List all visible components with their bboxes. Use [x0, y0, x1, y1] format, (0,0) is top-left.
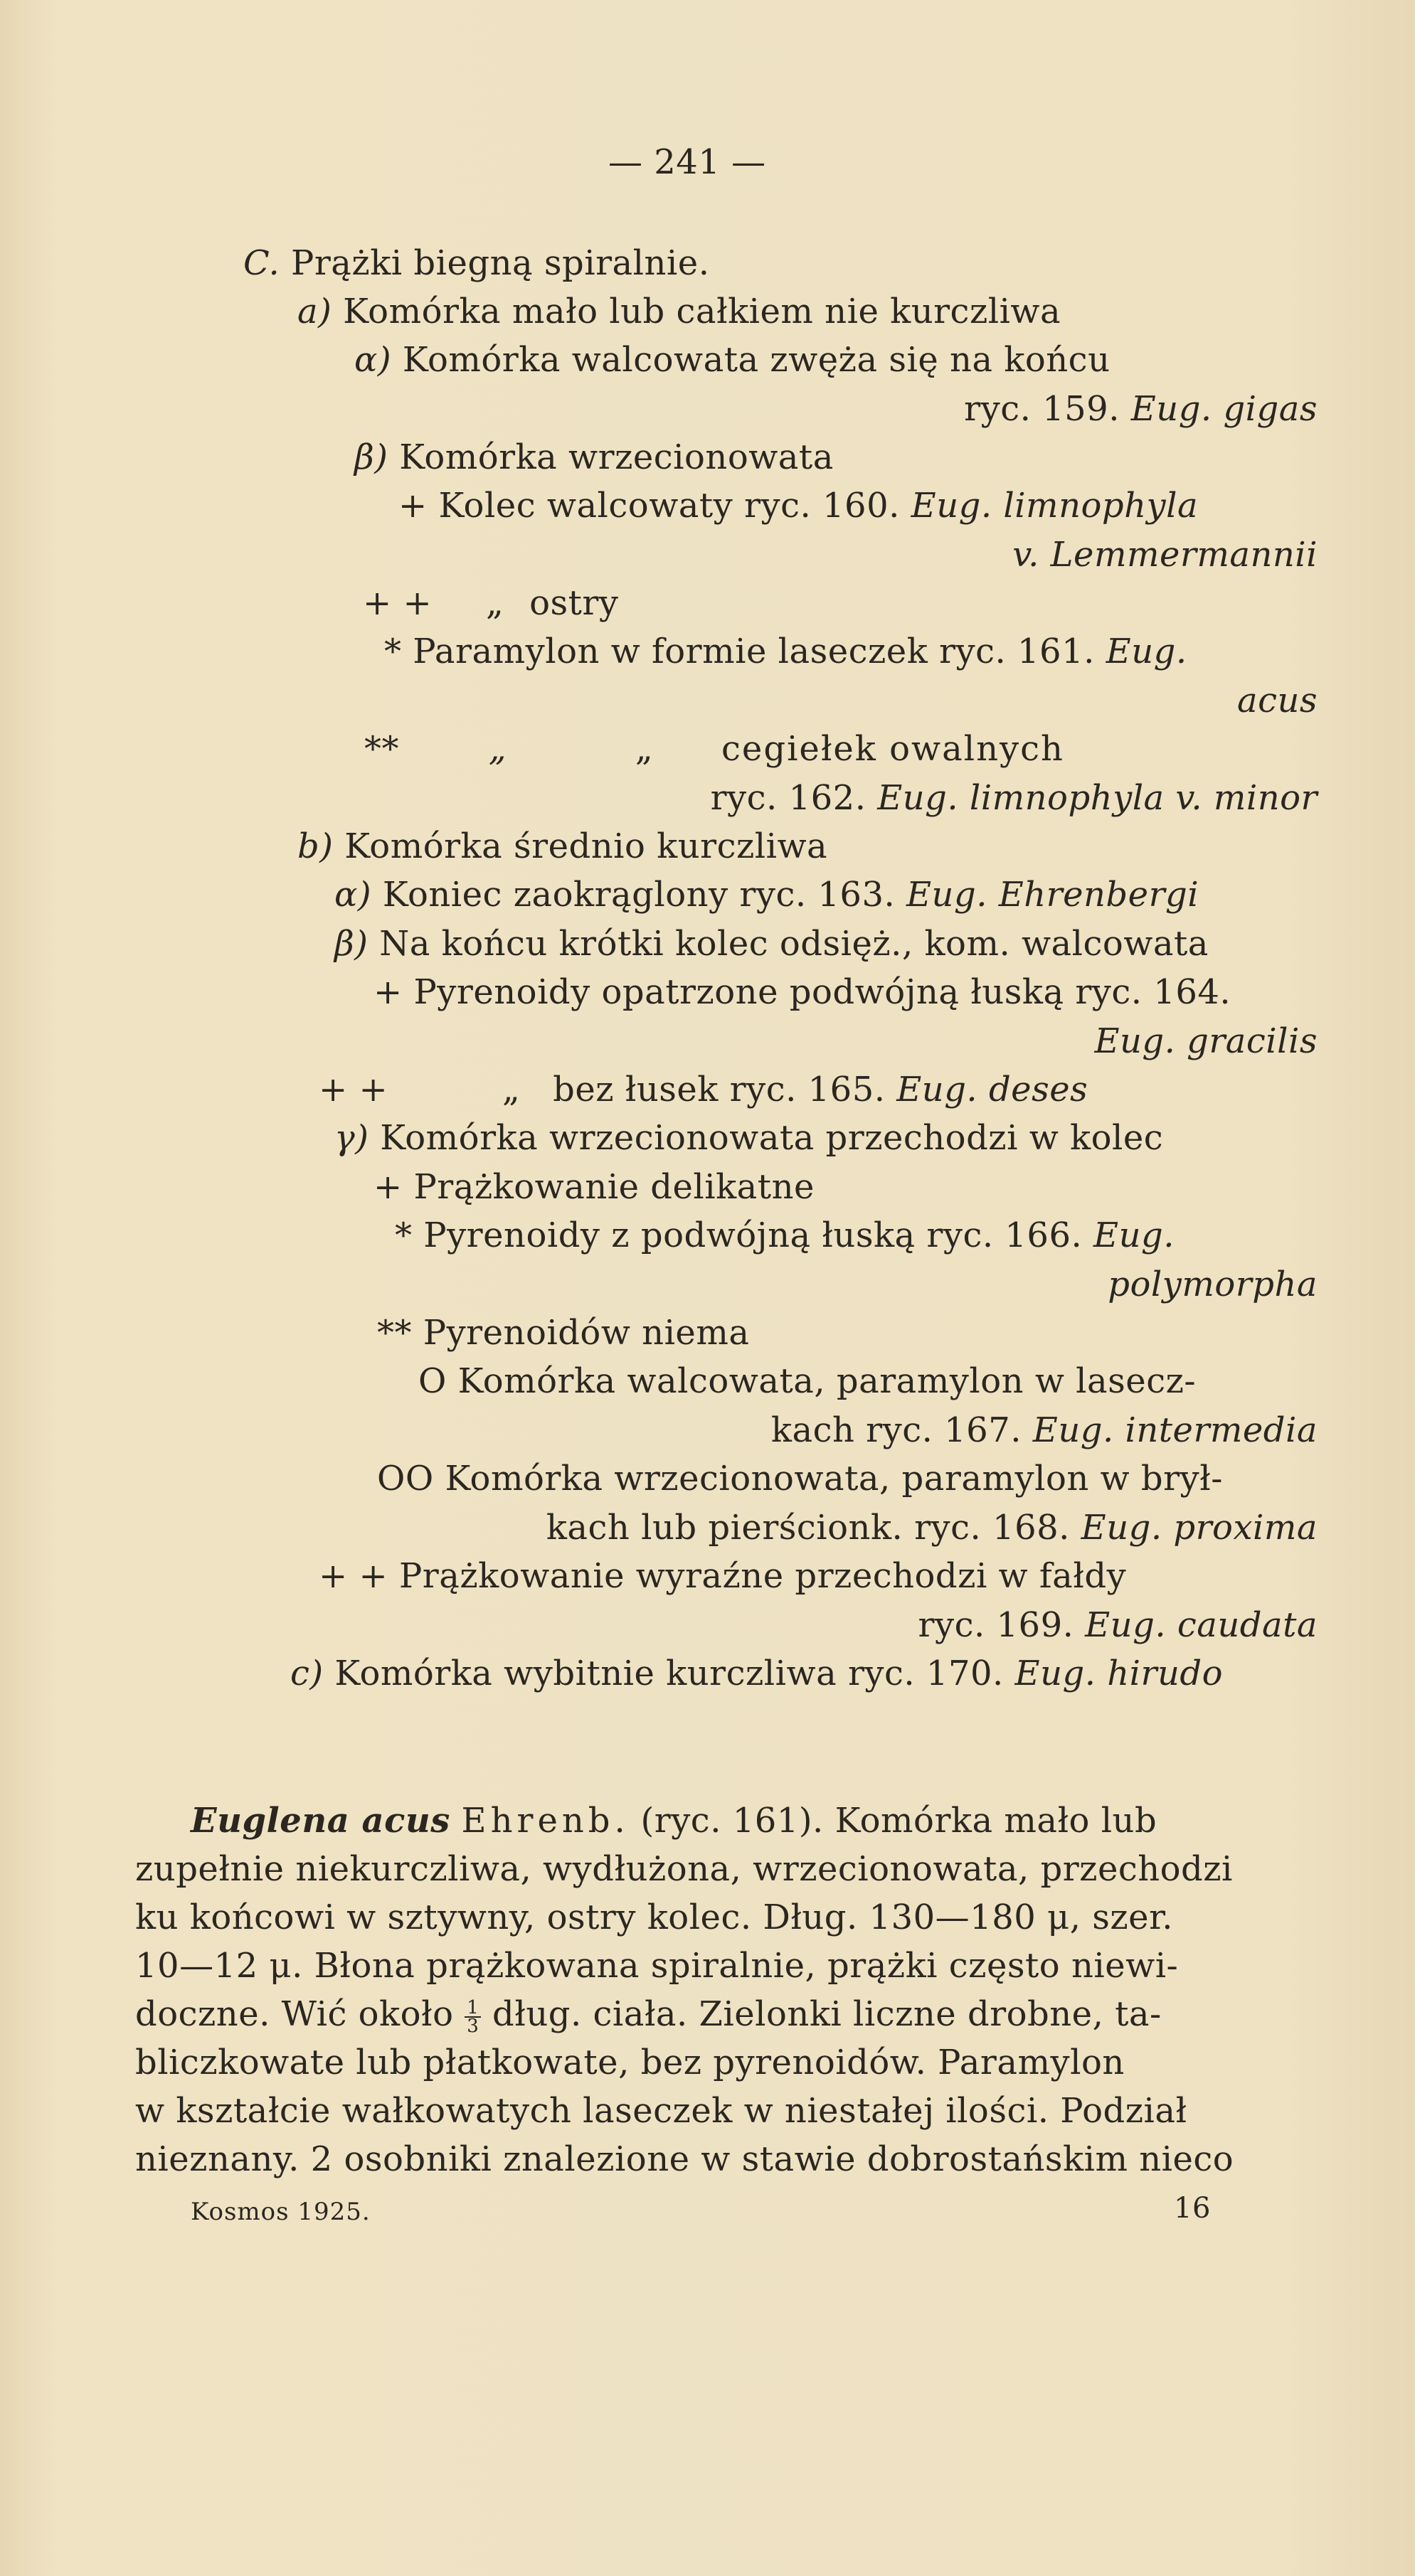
species-name: v. Lemmermannii	[1012, 535, 1318, 575]
description-line-4: 10—12 μ. Błona prążkowana spiralnie, prążki często niewi-	[135, 1946, 1179, 1986]
key-line-b-gamma-plus-star	[395, 1214, 1175, 1257]
key-line-b-o2-ref	[546, 1506, 1318, 1549]
key-line-b-o2	[377, 1457, 1223, 1500]
species-name: Eug. hirudo	[1014, 1654, 1223, 1693]
species-name: Eug. limnophyla v. minor	[877, 778, 1318, 818]
footer-journal: Kosmos 1925.	[191, 2198, 371, 2226]
key-line-b-alpha	[334, 873, 1199, 916]
key-label: a)	[297, 292, 332, 331]
fraction-numerator: 1	[465, 1999, 481, 2018]
species-title: Euglena acus	[191, 1801, 450, 1841]
key-label: β)	[354, 437, 388, 477]
fraction-denominator: 3	[467, 2015, 479, 2037]
key-label: **	[377, 1313, 412, 1353]
key-label: O	[418, 1361, 447, 1401]
key-text: bez łusek ryc. 165.	[553, 1070, 886, 1109]
key-ref: ryc. 162.	[710, 778, 867, 818]
key-label: + +	[319, 1070, 388, 1109]
description-text: doczne. Wić około	[135, 1994, 454, 2034]
key-text: Pyrenoidy z podwójną łuską ryc. 166.	[423, 1215, 1083, 1255]
description-line-1	[191, 1799, 1157, 1842]
key-text: Komórka mało lub całkiem nie kurczliwa	[343, 292, 1061, 331]
description-line-6: bliczkowate lub płatkowate, bez pyrenoidów. Paramylon	[135, 2043, 1125, 2082]
key-text: cegiełek owalnych	[721, 729, 1064, 769]
key-line-b-gamma-pp	[319, 1555, 1126, 1597]
key-text: Komórka wybitnie kurczliwa ryc. 170.	[334, 1654, 1004, 1693]
key-line-a-beta-pp	[363, 582, 619, 624]
key-label: **	[364, 729, 399, 769]
key-label: *	[395, 1215, 413, 1255]
species-name: Eug. deses	[896, 1070, 1088, 1109]
key-line-a-beta	[354, 436, 834, 479]
species-name: Eug. caudata	[1085, 1605, 1318, 1645]
key-text: Komórka walcowata, paramylon w lasecz-	[457, 1361, 1197, 1401]
key-line-c	[290, 1652, 1223, 1695]
key-text: Komórka wrzecionowata	[399, 437, 834, 477]
key-line-a-beta-pp-star	[384, 630, 1187, 673]
ditto-mark: „	[485, 583, 504, 623]
key-line-a-beta-plus	[398, 484, 1198, 527]
page-number: — 241 —	[608, 142, 766, 182]
key-line-b-beta	[334, 922, 1209, 965]
key-text: Prążkowanie wyraźne przechodzi w fałdy	[398, 1556, 1127, 1596]
key-label: α)	[334, 875, 372, 915]
key-ref: ryc. 159.	[964, 389, 1120, 429]
key-line-a	[297, 290, 1061, 333]
key-text: Prążkowanie delikatne	[413, 1167, 815, 1207]
species-name: Eug. Ehrenbergi	[906, 875, 1199, 915]
key-line-a-alpha	[354, 339, 1110, 381]
key-label: α)	[354, 340, 392, 380]
key-line-b-o1	[418, 1360, 1196, 1403]
ditto-mark: „	[488, 729, 507, 769]
description-line-8: nieznany. 2 osobniki znalezione w stawie dobrostańskim nieco	[135, 2139, 1234, 2179]
key-line-b	[297, 825, 827, 868]
fraction	[465, 1996, 481, 2037]
description-line-2: zupełnie niekurczliwa, wydłużona, wrzecionowata, przechodzi	[135, 1849, 1233, 1889]
description-line-5	[135, 1993, 1162, 2035]
key-text: Koniec zaokrąglony ryc. 163.	[382, 875, 896, 915]
species-name: Eug. intermedia	[1032, 1410, 1318, 1450]
key-label: + +	[319, 1556, 388, 1596]
key-line-b-gamma-plus-2star	[377, 1311, 749, 1354]
key-ref: kach ryc. 167.	[770, 1410, 1022, 1450]
key-label: b)	[297, 826, 334, 866]
species-name: Eug. gigas	[1130, 389, 1318, 429]
key-label: +	[398, 486, 428, 526]
key-label: C.	[243, 243, 280, 283]
description-line-3: ku końcowi w sztywny, ostry kolec. Dług. 130—180 μ, szer.	[135, 1898, 1174, 1937]
description-line-7: w kształcie wałkowatych laseczek w niestałej ilości. Podział	[135, 2091, 1187, 2131]
key-text: Pyrenoidy opatrzone podwójną łuską ryc. 164.	[413, 972, 1231, 1012]
species-name: polymorpha	[1108, 1265, 1318, 1304]
species-name: Eug.	[1106, 632, 1187, 671]
key-text: Komórka wrzecionowata przechodzi w kolec	[380, 1118, 1164, 1158]
ditto-mark: „	[635, 729, 654, 769]
footer-signature: 16	[1174, 2192, 1211, 2225]
key-label: +	[373, 1167, 403, 1207]
species-name: acus	[1236, 681, 1318, 720]
key-line-C	[243, 242, 709, 284]
key-line-a-beta-pp-star-sp	[1237, 679, 1318, 722]
key-line-a-beta-pp-2star-ref	[711, 777, 1318, 819]
species-name: Eug. gracilis	[1094, 1021, 1318, 1061]
key-line-b-o1-ref	[771, 1409, 1318, 1452]
description-text: (ryc. 161). Komórka mało lub	[640, 1801, 1157, 1841]
key-label: c)	[290, 1654, 324, 1693]
key-text: Na końcu krótki kolec odsięż., kom. walcowata	[379, 924, 1209, 964]
key-ref: ryc. 169.	[918, 1605, 1074, 1645]
species-name: Eug. proxima	[1081, 1508, 1318, 1548]
key-text: Prążki biegną spiralnie.	[291, 243, 710, 283]
key-label: OO	[377, 1459, 434, 1499]
species-name: Eug. limnophyla	[911, 486, 1199, 526]
ditto-mark: „	[502, 1070, 521, 1109]
key-line-b-gamma-plus	[373, 1166, 815, 1208]
key-label: *	[384, 632, 402, 671]
description-text: dług. ciała. Zielonki liczne drobne, ta-	[492, 1994, 1162, 2034]
species-name: Eug.	[1093, 1215, 1175, 1255]
key-line-a-alpha-ref	[964, 388, 1318, 430]
key-line-b-beta-plus	[373, 971, 1231, 1013]
key-text: Komórka wrzecionowata, paramylon w brył-	[445, 1459, 1223, 1499]
key-text: Paramylon w formie laseczek ryc. 161.	[413, 632, 1095, 671]
key-line-a-beta-plus-var	[1012, 533, 1318, 576]
key-line-b-beta-pp	[319, 1068, 1088, 1111]
key-text: ostry	[529, 583, 619, 623]
key-text: Komórka średnio kurczliwa	[344, 826, 828, 866]
key-text: Pyrenoidów niema	[423, 1313, 750, 1353]
key-text: Komórka walcowata zwęża się na końcu	[402, 340, 1111, 380]
key-line-b-beta-plus-sp	[1094, 1020, 1318, 1063]
species-author: Ehrenb.	[461, 1801, 630, 1841]
key-line-b-gamma	[334, 1117, 1163, 1159]
key-label: γ)	[334, 1118, 369, 1158]
key-line-b-gamma-pp-ref	[918, 1604, 1318, 1646]
key-label: +	[373, 972, 403, 1012]
key-line-a-beta-pp-2star	[364, 728, 1064, 770]
key-ref: kach lub pierścionk. ryc. 168.	[546, 1508, 1070, 1548]
key-line-b-gamma-plus-star-sp	[1108, 1263, 1318, 1306]
key-label: + +	[363, 583, 433, 623]
key-text: Kolec walcowaty ryc. 160.	[438, 486, 900, 526]
key-label: β)	[334, 924, 369, 964]
